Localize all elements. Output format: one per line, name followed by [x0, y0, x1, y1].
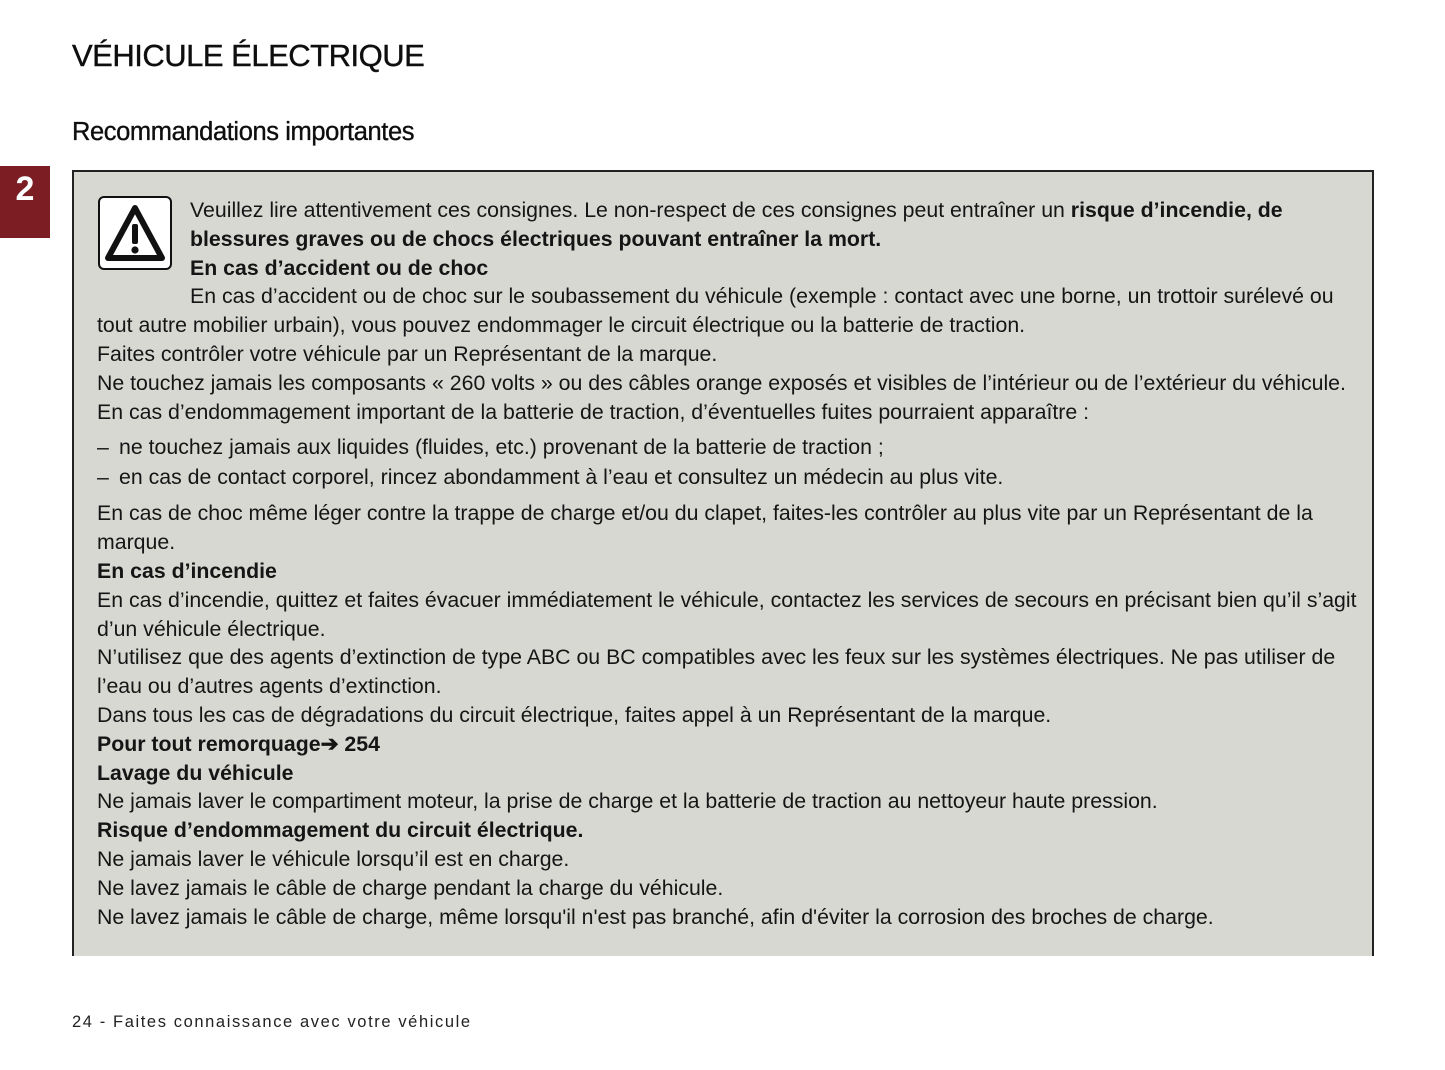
damage-heading-text: Risque d’endommagement du circuit électrique.: [97, 818, 584, 843]
chapter-number: 2: [15, 170, 35, 208]
section-title: Recommandations importantes: [72, 118, 415, 146]
intro-bold-text: risque d’incendie, de blessures graves ou de chocs électriques pouvant entraîner la mort.: [190, 198, 1283, 251]
damage-paragraph-1: Ne jamais laver le véhicule lorsqu’il est en charge.: [97, 846, 570, 871]
washing-heading: [97, 759, 1357, 788]
fire-paragraph-2: N’utilisez que des agents d’extinction de type ABC ou BC compatibles avec les feux sur les systèmes électriques. Ne pas utiliser de l’eau ou d’autres agents d’extinction.: [97, 645, 1336, 699]
fire-paragraph-3: Dans tous les cas de dégradations du circuit électrique, faites appel à un Représentant de la marque.: [97, 702, 1052, 727]
accident-paragraph-1: En cas d’accident ou de choc sur le soubassement du véhicule (exemple : contact avec une borne, un trottoir surélevé ou tout autre mobilier urbain), vous pouvez endommager le circuit électrique ou la batterie de traction.: [97, 284, 1334, 338]
damage-paragraph-3: Ne lavez jamais le câble de charge, même lorsqu'il n'est pas branché, afin d'éviter la corrosion des broches de charge.: [97, 904, 1214, 929]
towing-page-link[interactable]: 254: [338, 731, 380, 756]
intro-text: Veuillez lire attentivement ces consignes. Le non-respect de ces consignes peut entraîner un: [190, 198, 1071, 222]
damage-heading: [97, 816, 1357, 845]
accident-paragraph-2: Faites contrôler votre véhicule par un Représentant de la marque.: [97, 341, 718, 366]
fire-paragraph-1: En cas d’incendie, quittez et faites évacuer immédiatement le véhicule, contactez les services de secours en précisant bien qu’il s’agit d’un véhicule électrique.: [97, 587, 1357, 641]
list-item: – ne touchez jamais aux liquides (fluides, etc.) provenant de la batterie de traction ;: [97, 433, 1357, 463]
chapter-tab: [0, 166, 50, 238]
washing-paragraph-1: Ne jamais laver le compartiment moteur, la prise de charge et la batterie de traction au nettoyeur haute pression.: [97, 789, 1158, 814]
towing-reference: [97, 730, 1357, 759]
washing-heading-text: Lavage du véhicule: [97, 760, 294, 785]
accident-paragraph-4: En cas d’endommagement important de la batterie de traction, d’éventuelles fuites pourraient apparaître :: [97, 399, 1090, 424]
warning-text: [97, 196, 1357, 931]
towing-label: Pour tout remorquage: [97, 731, 321, 756]
accident-heading: [97, 254, 1357, 283]
intro-paragraph: [97, 196, 1357, 254]
arrow-right-icon: ➔: [320, 731, 339, 756]
accident-heading-text: En cas d’accident ou de choc: [190, 255, 489, 280]
fire-heading: [97, 557, 1357, 586]
page-footer: 24 - Faites connaissance avec votre véhicule: [72, 1013, 472, 1031]
page-title: VÉHICULE ÉLECTRIQUE: [72, 38, 425, 73]
leak-list: [97, 433, 1357, 492]
damage-paragraph-2: Ne lavez jamais le câble de charge pendant la charge du véhicule.: [97, 875, 724, 900]
accident-paragraph-3: Ne touchez jamais les composants « 260 volts » ou des câbles orange exposés et visibles de l’intérieur ou de l’extérieur du véhicule.: [97, 370, 1346, 395]
fire-heading-text: En cas d’incendie: [97, 558, 277, 583]
list-item: – en cas de contact corporel, rincez abondamment à l’eau et consultez un médecin au plus vite.: [97, 463, 1357, 493]
accident-paragraph-5: En cas de choc même léger contre la trappe de charge et/ou du clapet, faites-les contrôler au plus vite par un Représentant de la marque.: [97, 501, 1313, 555]
